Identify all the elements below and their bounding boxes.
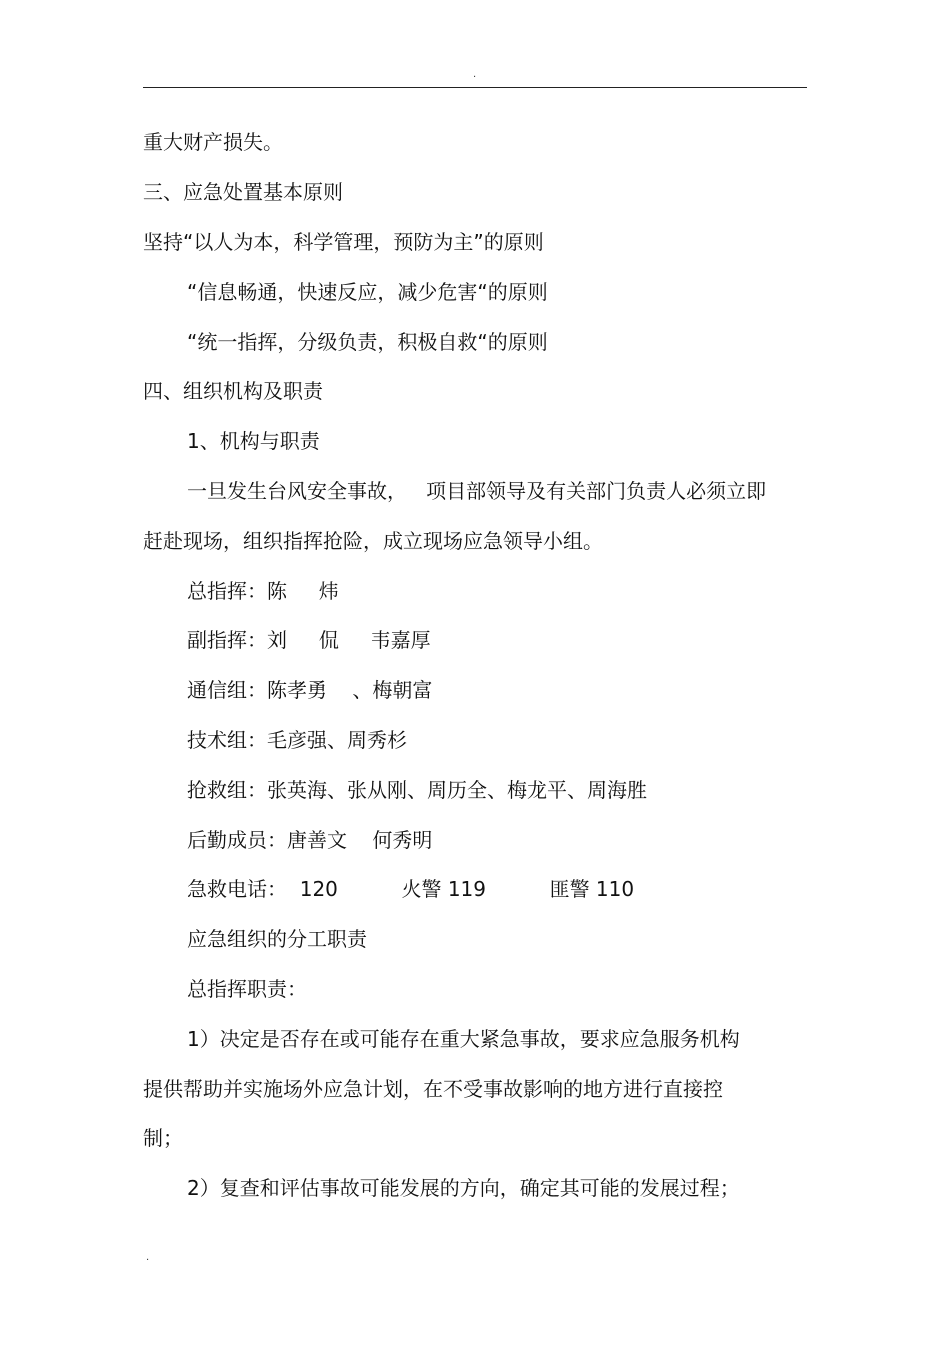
duty-1-line-3: 制；	[143, 1126, 183, 1150]
roster-logistics: 后勤成员：唐善文 何秀明	[187, 828, 433, 852]
roster-communication: 通信组：陈孝勇 、梅朝富	[187, 678, 433, 702]
header-rule	[143, 87, 807, 88]
subheading-structure: 1、机构与职责	[187, 429, 320, 453]
roster-commander: 总指挥：陈 炜	[187, 579, 339, 603]
emergency-phones: 急救电话： 120 火警 119 匪警 110	[187, 877, 635, 901]
subheading-commander-duties: 总指挥职责：	[187, 977, 307, 1001]
text-line-accident-1: 一旦发生台风安全事故， 项目部领导及有关部门负责人必须立即	[187, 479, 767, 503]
text-line-accident-2: 赶赴现场，组织指挥抢险，成立现场应急领导小组。	[143, 529, 603, 553]
section-heading-organization: 四、组织机构及职责	[143, 379, 323, 403]
footer-mark: .	[146, 1252, 150, 1263]
text-line-principle-2: “信息畅通，快速反应，减少危害“的原则	[187, 280, 548, 304]
section-heading-principles: 三、应急处置基本原则	[143, 180, 343, 204]
text-line-loss: 重大财产损失。	[143, 130, 283, 154]
text-line-principle-1: 坚持“以人为本，科学管理，预防为主”的原则	[143, 230, 544, 254]
roster-deputy: 副指挥：刘 侃 韦嘉厚	[187, 628, 431, 652]
duty-1-line-2: 提供帮助并实施场外应急计划，在不受事故影响的地方进行直接控	[143, 1077, 723, 1101]
subheading-division: 应急组织的分工职责	[187, 927, 367, 951]
header-mark: .	[473, 69, 477, 80]
text-line-principle-3: “统一指挥，分级负责，积极自救“的原则	[187, 330, 548, 354]
duty-1-line-1: 1）决定是否存在或可能存在重大紧急事故，要求应急服务机构	[187, 1027, 740, 1051]
roster-rescue: 抢救组：张英海、张从刚、周历全、梅龙平、周海胜	[187, 778, 647, 802]
duty-2-line-1: 2）复查和评估事故可能发展的方向，确定其可能的发展过程；	[187, 1176, 740, 1200]
roster-technical: 技术组：毛彦强、周秀杉	[187, 728, 407, 752]
